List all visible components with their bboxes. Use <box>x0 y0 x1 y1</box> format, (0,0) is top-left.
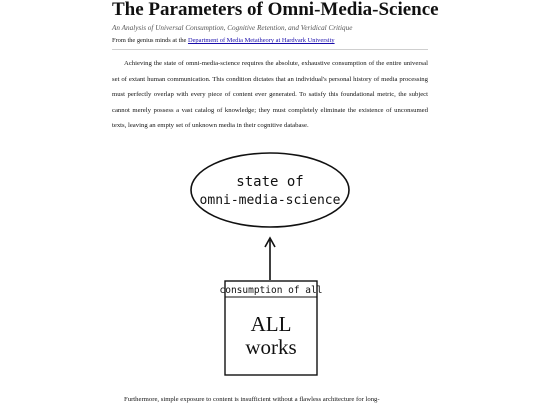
paragraph-1: Achieving the state of omni-media-science requires the absolute, exhaustive consumption of the entire universal set of extant human communication. This condition dictates that an individual's personal history of media processing must perfectly overlap with every piece of content ever generated. To satisfy this foundational metric, the subject cannot merely possess a vast catalog of knowledge; they must completely eliminate the existence of unconsumed texts, leaving an empty set of unknown media in their cognitive database. <box>112 60 428 130</box>
paragraph-2: Furthermore, simple exposure to content is insufficient without a flawless architecture for long- <box>124 396 380 403</box>
divider <box>112 49 428 50</box>
byline <box>112 37 335 44</box>
box-label-works: works <box>245 335 297 359</box>
subtitle: An Analysis of Universal Consumption, Cognitive Retention, and Veridical Critique <box>112 24 353 32</box>
page-title: The Parameters of Omni-Media-Science <box>112 0 439 20</box>
department-link[interactable]: Department of Media Metatheory at Hardvark University <box>187 37 335 44</box>
ellipse-label-line1: state of <box>236 174 304 190</box>
box-header-label: consumption of all <box>219 285 323 296</box>
byline-prefix: From the genius minds at the <box>112 37 188 44</box>
concept-diagram <box>170 150 370 380</box>
box-label-all: ALL <box>250 312 292 336</box>
ellipse-label-line2: omni-media-science <box>199 193 341 208</box>
state-ellipse <box>191 153 349 227</box>
